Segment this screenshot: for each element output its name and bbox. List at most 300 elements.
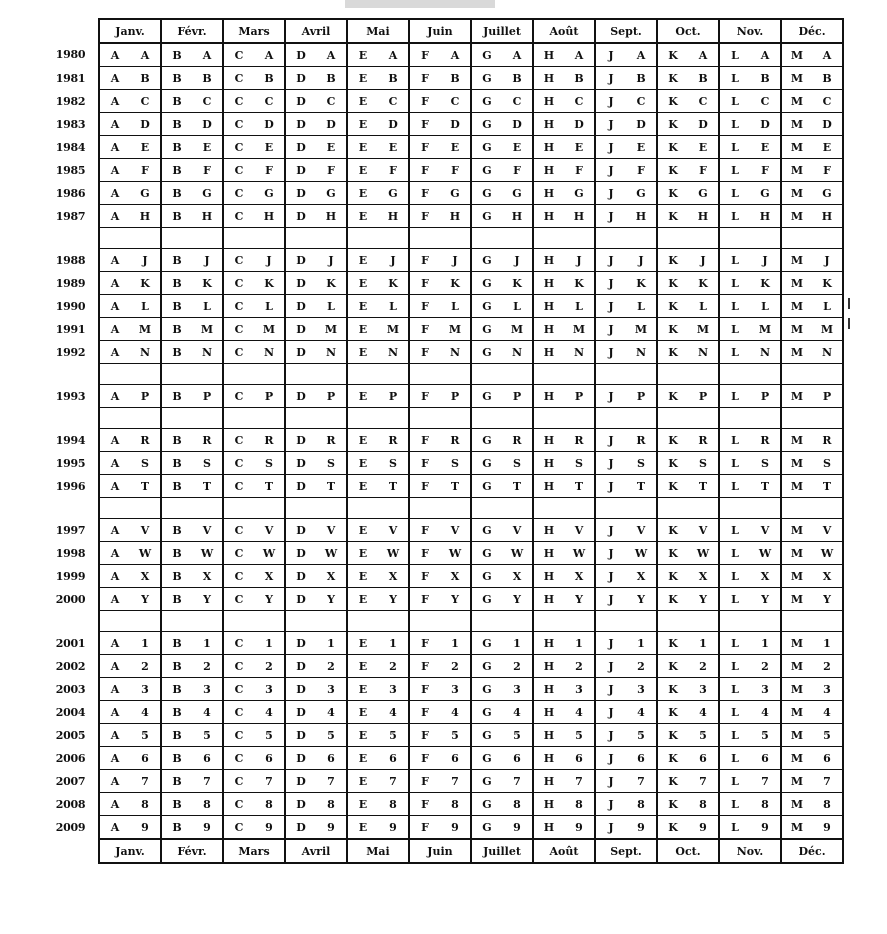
year-code: J (502, 249, 533, 272)
year-code: J (378, 249, 409, 272)
month-code: F (409, 724, 440, 747)
month-code: J (595, 159, 626, 182)
year-code: 1 (254, 632, 285, 655)
month-header-row-top (43, 19, 843, 43)
month-code: L (719, 519, 750, 542)
month-code: J (595, 632, 626, 655)
year-label: 1992 (55, 345, 86, 359)
year-code: 3 (130, 678, 161, 701)
month-code: E (347, 816, 378, 840)
year-code: 5 (378, 724, 409, 747)
month-code: G (471, 295, 502, 318)
year-code: A (378, 43, 409, 67)
month-code: L (719, 205, 750, 228)
year-label: 2007 (55, 774, 86, 788)
year-code: H (316, 205, 347, 228)
year-code: S (378, 452, 409, 475)
year-label: 1982 (55, 94, 86, 108)
year-code: A (440, 43, 471, 67)
year-code: V (688, 519, 719, 542)
month-code: J (595, 182, 626, 205)
year-code: 2 (750, 655, 781, 678)
year-label: 1981 (55, 71, 86, 85)
year-code: H (254, 205, 285, 228)
month-code: B (161, 452, 192, 475)
year-code: K (812, 272, 843, 295)
year-code: L (192, 295, 223, 318)
month-code: A (99, 655, 130, 678)
month-code: K (657, 475, 688, 498)
year-code: V (378, 519, 409, 542)
year-code: L (688, 295, 719, 318)
year-code: T (750, 475, 781, 498)
year-code: 6 (564, 747, 595, 770)
year-code: 6 (502, 747, 533, 770)
year-code: K (316, 272, 347, 295)
month-code: K (657, 43, 688, 67)
month-code: C (223, 90, 254, 113)
year-code: 4 (254, 701, 285, 724)
month-code: A (99, 249, 130, 272)
month-code: K (657, 816, 688, 840)
month-code: A (99, 678, 130, 701)
month-code: C (223, 519, 254, 542)
year-code: 6 (254, 747, 285, 770)
year-code: B (254, 67, 285, 90)
year-label: 1994 (55, 433, 86, 447)
year-code: 1 (812, 632, 843, 655)
month-code: H (533, 205, 564, 228)
month-code: M (781, 678, 812, 701)
month-code: L (719, 724, 750, 747)
month-code: D (285, 588, 316, 611)
year-row (43, 475, 843, 498)
month-code: B (161, 542, 192, 565)
year-code: A (688, 43, 719, 67)
month-code: F (409, 452, 440, 475)
month-code: M (781, 272, 812, 295)
month-code: H (533, 318, 564, 341)
month-code: H (533, 565, 564, 588)
month-code: M (781, 90, 812, 113)
year-code: C (316, 90, 347, 113)
year-code: D (750, 113, 781, 136)
year-code: P (502, 385, 533, 408)
month-code: M (781, 182, 812, 205)
month-code: F (409, 747, 440, 770)
month-code: D (285, 678, 316, 701)
month-header: Août (533, 19, 595, 43)
month-code: M (781, 701, 812, 724)
year-code: Y (316, 588, 347, 611)
year-code: P (192, 385, 223, 408)
year-code: 4 (750, 701, 781, 724)
month-code: G (471, 588, 502, 611)
year-label: 1990 (55, 299, 86, 313)
month-code: B (161, 475, 192, 498)
year-code: G (192, 182, 223, 205)
group-separator-row (43, 228, 843, 249)
year-code: G (688, 182, 719, 205)
month-code: C (223, 295, 254, 318)
year-code: 2 (688, 655, 719, 678)
month-code: M (781, 632, 812, 655)
year-label: 1983 (55, 117, 86, 131)
month-code: K (657, 295, 688, 318)
year-code: 2 (812, 655, 843, 678)
year-code: W (440, 542, 471, 565)
year-code: 9 (750, 816, 781, 840)
month-code: C (223, 385, 254, 408)
month-code: C (223, 588, 254, 611)
month-code: H (533, 542, 564, 565)
month-code: H (533, 136, 564, 159)
month-code: B (161, 182, 192, 205)
year-code: H (378, 205, 409, 228)
month-code: G (471, 724, 502, 747)
year-code: E (750, 136, 781, 159)
year-code: J (192, 249, 223, 272)
year-code: 3 (254, 678, 285, 701)
month-code: D (285, 452, 316, 475)
month-code: L (719, 429, 750, 452)
year-row (43, 542, 843, 565)
year-code: K (502, 272, 533, 295)
month-code: M (781, 136, 812, 159)
month-code: F (409, 565, 440, 588)
year-code: 1 (130, 632, 161, 655)
year-code: 3 (688, 678, 719, 701)
year-code: D (688, 113, 719, 136)
month-code: H (533, 475, 564, 498)
year-code: T (502, 475, 533, 498)
year-row (43, 724, 843, 747)
year-code: 8 (502, 793, 533, 816)
month-code: C (223, 113, 254, 136)
month-code: E (347, 770, 378, 793)
month-code: E (347, 655, 378, 678)
month-code: F (409, 655, 440, 678)
year-code: 4 (812, 701, 843, 724)
year-row (43, 67, 843, 90)
year-code: P (378, 385, 409, 408)
month-code: D (285, 565, 316, 588)
year-row (43, 770, 843, 793)
year-row (43, 272, 843, 295)
year-code: W (316, 542, 347, 565)
year-code: T (192, 475, 223, 498)
year-code: 2 (440, 655, 471, 678)
month-code: H (533, 249, 564, 272)
month-code: F (409, 341, 440, 364)
month-code: C (223, 136, 254, 159)
month-code: K (657, 632, 688, 655)
month-code: J (595, 385, 626, 408)
year-code: K (378, 272, 409, 295)
month-code: C (223, 542, 254, 565)
year-code: W (812, 542, 843, 565)
year-code: E (626, 136, 657, 159)
year-code: P (130, 385, 161, 408)
year-code: Y (502, 588, 533, 611)
year-code: C (254, 90, 285, 113)
year-code: K (688, 272, 719, 295)
year-code: 8 (812, 793, 843, 816)
month-code: E (347, 429, 378, 452)
year-label: 1997 (55, 523, 86, 537)
month-code: B (161, 770, 192, 793)
year-code: 4 (192, 701, 223, 724)
month-code: G (471, 249, 502, 272)
year-code: H (626, 205, 657, 228)
year-label: 1986 (55, 186, 86, 200)
year-row (43, 159, 843, 182)
month-code: D (285, 295, 316, 318)
year-code: V (502, 519, 533, 542)
year-code: 2 (254, 655, 285, 678)
year-code: 3 (192, 678, 223, 701)
year-code: M (502, 318, 533, 341)
month-code: F (409, 136, 440, 159)
year-code: L (378, 295, 409, 318)
year-code: R (440, 429, 471, 452)
month-code: E (347, 205, 378, 228)
year-label: 1988 (55, 253, 86, 267)
year-code: J (440, 249, 471, 272)
month-code: G (471, 90, 502, 113)
year-code: V (192, 519, 223, 542)
month-code: G (471, 113, 502, 136)
year-code: L (812, 295, 843, 318)
year-code: X (564, 565, 595, 588)
month-code: H (533, 113, 564, 136)
month-code: C (223, 272, 254, 295)
month-code: B (161, 159, 192, 182)
group-separator-row (43, 611, 843, 632)
year-code: C (626, 90, 657, 113)
month-code: L (719, 678, 750, 701)
year-code: 6 (812, 747, 843, 770)
month-code: G (471, 67, 502, 90)
month-code: K (657, 542, 688, 565)
month-code: A (99, 701, 130, 724)
month-code: M (781, 452, 812, 475)
year-code: P (254, 385, 285, 408)
year-code: A (750, 43, 781, 67)
year-code: M (440, 318, 471, 341)
month-code: E (347, 588, 378, 611)
month-code: C (223, 747, 254, 770)
year-code: D (440, 113, 471, 136)
month-code: F (409, 475, 440, 498)
year-code: S (192, 452, 223, 475)
month-code: G (471, 747, 502, 770)
month-code: A (99, 816, 130, 840)
month-code: M (781, 159, 812, 182)
year-code: J (812, 249, 843, 272)
year-code: J (316, 249, 347, 272)
year-code: 8 (130, 793, 161, 816)
year-code: 3 (502, 678, 533, 701)
year-code: T (564, 475, 595, 498)
year-code: 8 (316, 793, 347, 816)
year-code: W (564, 542, 595, 565)
month-code: J (595, 43, 626, 67)
month-code: D (285, 159, 316, 182)
month-code: L (719, 341, 750, 364)
year-code: B (378, 67, 409, 90)
year-code: Y (378, 588, 409, 611)
year-code: 1 (750, 632, 781, 655)
year-row (43, 429, 843, 452)
month-code: J (595, 747, 626, 770)
year-code: 1 (378, 632, 409, 655)
month-code: H (533, 182, 564, 205)
year-code: L (440, 295, 471, 318)
year-code: 6 (440, 747, 471, 770)
year-code: T (316, 475, 347, 498)
month-code: D (285, 475, 316, 498)
month-code: K (657, 452, 688, 475)
header-spacer (43, 19, 99, 43)
year-code: A (812, 43, 843, 67)
month-code: E (347, 318, 378, 341)
year-code: 5 (564, 724, 595, 747)
month-code: D (285, 385, 316, 408)
month-code: A (99, 475, 130, 498)
month-code: F (409, 249, 440, 272)
year-code: C (192, 90, 223, 113)
year-code: 7 (502, 770, 533, 793)
year-code: 9 (130, 816, 161, 840)
year-code: T (812, 475, 843, 498)
year-code: H (688, 205, 719, 228)
year-code: B (626, 67, 657, 90)
month-code: F (409, 770, 440, 793)
year-code: H (130, 205, 161, 228)
year-code: W (626, 542, 657, 565)
month-code: H (533, 655, 564, 678)
month-code: B (161, 385, 192, 408)
year-code: 7 (750, 770, 781, 793)
month-code: G (471, 519, 502, 542)
year-code: E (316, 136, 347, 159)
month-code: A (99, 519, 130, 542)
month-code: K (657, 205, 688, 228)
year-code: 4 (564, 701, 595, 724)
month-code: L (719, 747, 750, 770)
year-code: C (564, 90, 595, 113)
year-code: B (750, 67, 781, 90)
year-code: E (502, 136, 533, 159)
month-code: G (471, 793, 502, 816)
month-code: M (781, 724, 812, 747)
month-code: L (719, 565, 750, 588)
month-header: Mars (223, 19, 285, 43)
year-code: 3 (378, 678, 409, 701)
year-code: 5 (688, 724, 719, 747)
month-header: Juin (409, 839, 471, 863)
year-code: K (130, 272, 161, 295)
year-code: V (626, 519, 657, 542)
month-code: C (223, 678, 254, 701)
month-code: C (223, 429, 254, 452)
year-code: N (502, 341, 533, 364)
year-code: 9 (254, 816, 285, 840)
year-code: F (750, 159, 781, 182)
month-header: Mars (223, 839, 285, 863)
year-code: F (688, 159, 719, 182)
month-code: F (409, 519, 440, 542)
year-label: 1989 (55, 276, 86, 290)
year-code: 4 (130, 701, 161, 724)
year-code: W (378, 542, 409, 565)
year-code: T (626, 475, 657, 498)
year-row (43, 816, 843, 840)
month-code: H (533, 272, 564, 295)
month-code: L (719, 249, 750, 272)
month-code: D (285, 770, 316, 793)
year-code: E (130, 136, 161, 159)
year-code: M (192, 318, 223, 341)
month-code: G (471, 159, 502, 182)
month-code: J (595, 724, 626, 747)
year-code: C (130, 90, 161, 113)
year-code: N (192, 341, 223, 364)
month-code: C (223, 452, 254, 475)
year-code: M (688, 318, 719, 341)
year-code: X (316, 565, 347, 588)
month-header: Août (533, 839, 595, 863)
year-code: W (502, 542, 533, 565)
month-code: M (781, 429, 812, 452)
year-code: 1 (192, 632, 223, 655)
year-code: 2 (192, 655, 223, 678)
year-code: 2 (316, 655, 347, 678)
month-code: E (347, 90, 378, 113)
year-code: N (254, 341, 285, 364)
month-code: H (533, 159, 564, 182)
month-code: J (595, 249, 626, 272)
year-code: 5 (316, 724, 347, 747)
year-code: B (316, 67, 347, 90)
year-code: 4 (502, 701, 533, 724)
year-code: N (812, 341, 843, 364)
month-code: E (347, 249, 378, 272)
year-code: F (564, 159, 595, 182)
year-code: R (626, 429, 657, 452)
year-code: J (750, 249, 781, 272)
month-code: F (409, 701, 440, 724)
year-code: 9 (502, 816, 533, 840)
month-code: E (347, 519, 378, 542)
year-code: K (750, 272, 781, 295)
month-code: G (471, 565, 502, 588)
month-code: C (223, 793, 254, 816)
year-code: Y (626, 588, 657, 611)
month-header: Févr. (161, 19, 223, 43)
year-code: A (626, 43, 657, 67)
month-code: F (409, 182, 440, 205)
year-code: 3 (750, 678, 781, 701)
month-code: B (161, 747, 192, 770)
month-code: D (285, 318, 316, 341)
year-code: W (130, 542, 161, 565)
year-code: Y (192, 588, 223, 611)
year-code: S (440, 452, 471, 475)
year-code: J (254, 249, 285, 272)
month-code: F (409, 295, 440, 318)
